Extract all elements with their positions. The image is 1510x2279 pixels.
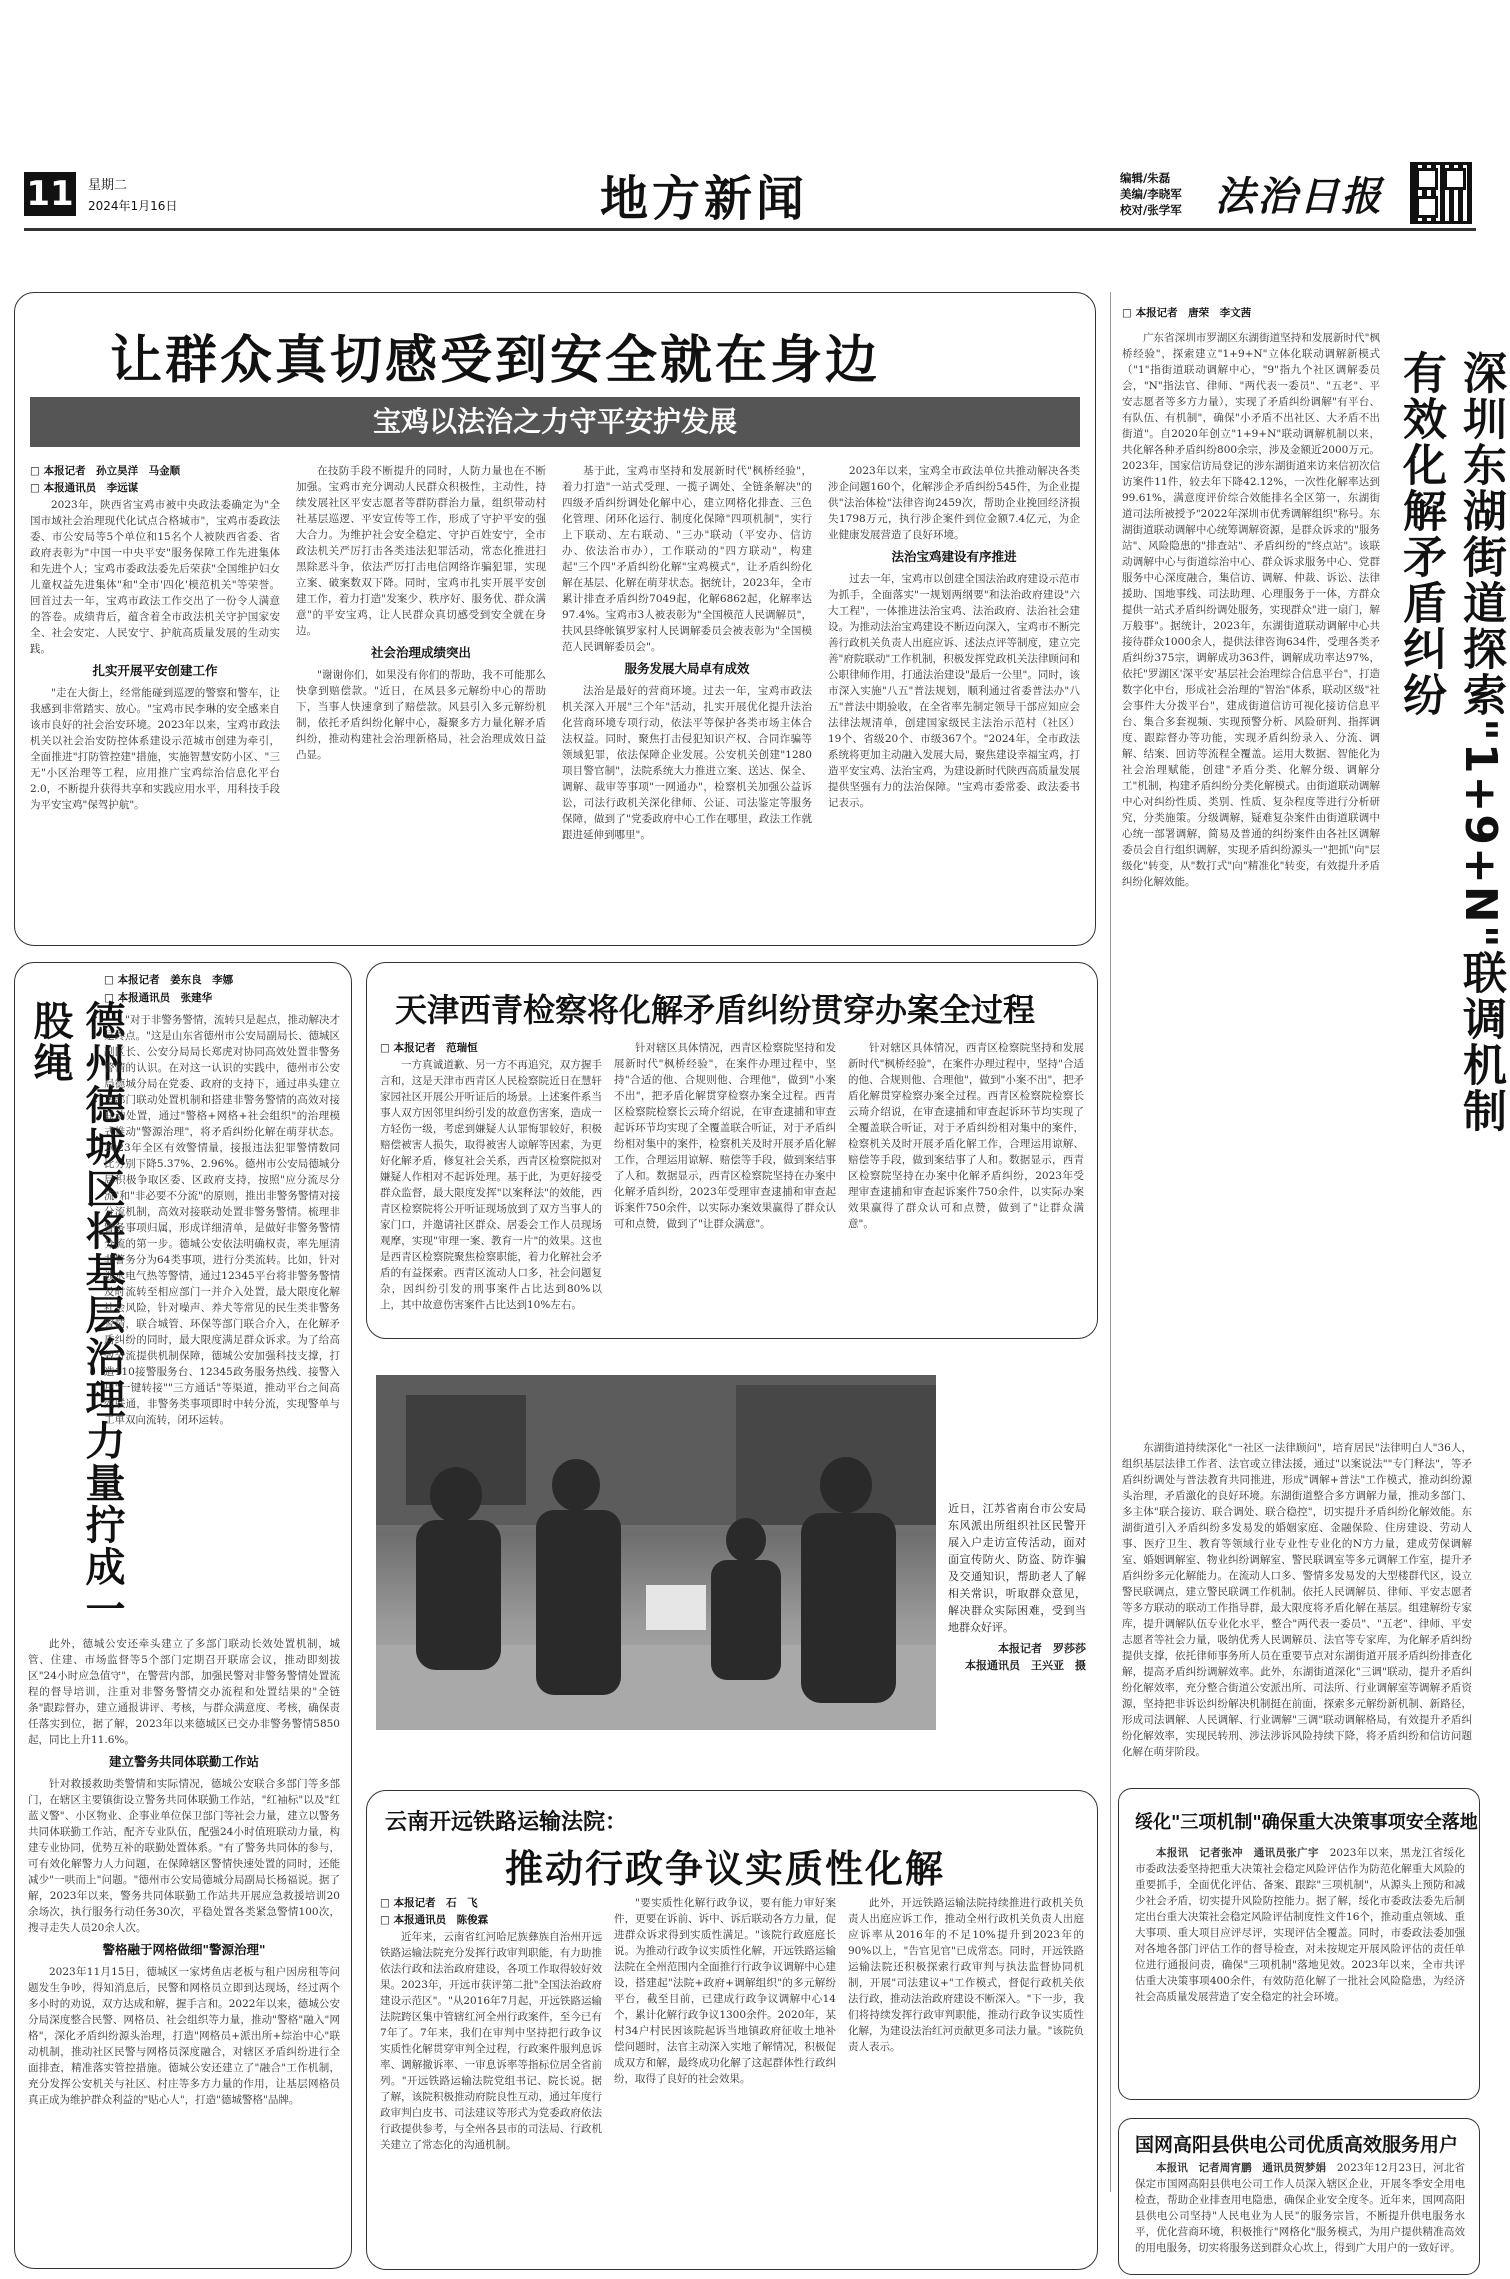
photo-scene	[376, 1375, 936, 1730]
subheading: 服务发展大局卓有成效	[624, 661, 750, 676]
paragraph: 法治是最好的营商环境。过去一年，宝鸡市政法机关深入开展"三个年"活动，扎实开展优化提升法治化营商环境专项行动，依法平等保护各类市场主体合法权益。同时，聚焦打击侵犯知识产权、合同诈骗等领域犯罪，依法保障企业发展。公安机关创建"1280项目警官制"，法院系统大力推进立案、送达、保全、调解、裁审等事项"一网通办"，检察机关加强公益诉讼，司法行政机关深化律师、公证、司法鉴定等服务保障，做到了"党委政府中心工作在哪里，政法工作就跟进延伸到哪里"。	[562, 685, 812, 841]
article-baoji-col2	[296, 463, 546, 938]
article-shenzhen-title: 深圳东湖街道探索"1+9+N"联调机制有效化解矛盾纠纷	[1395, 350, 1506, 1134]
body-text: 2023年以来，黑龙江省绥化市委政法委坚持把重大决策社会稳定风险评估作为防范化解重大风险的重要抓手，全面优化评估、备案、跟踪"三项机制"，从源头上预防和减少社会矛盾，切实提升风险防控能力。据了解，绥化市委政法委先后制定出台重大决策社会稳定风险评估制度性文件16个，推动重点领域、重大事项、重大项目应评尽评，实现评估全覆盖。同时，市委政法委加强对各地各部门评估工作的督导检查，对未按规定开展风险评估的责任单位进行通报问责，确保"三项机制"落地见效。2023年以来，全市共评估重大决策事项400余件，有效防范化解了一批社会风险隐患，为经济社会高质量发展营造了安全稳定的社会环境。	[1135, 1847, 1465, 2003]
paragraph: 近年来，云南省红河哈尼族彝族自治州开远铁路运输法院充分发挥行政审判职能，有力助推依法行政和法治政府建设，各项工作取得较好效果。2023年，开远市获评第二批"全国法治政府建设示范区"。"从2016年7月起，开远铁路运输法院跨区集中管辖红河全州行政案件，至今已有7年了。7年来，我们在审判中坚持把行政争议实质性化解贯穿审判全过程，行政案件服判息诉率、调解撤诉率、一审息诉率等指标位居全省前列。"开远铁路运输法院党组书记、院长说。据了解，该院积极推动府院良性互动，通过年度行政审判白皮书、司法建议等形式为党委政府依法行政提供参考，与全州各县市的司法局、行政机关建立了常态化的沟通机制。	[380, 1931, 602, 2151]
header-rule	[24, 228, 1476, 231]
article-tianjin-col3	[848, 1040, 1084, 1330]
photo-credit-correspondent: 本报通讯员 王兴亚 摄	[965, 1659, 1086, 1672]
paragraph: 2023年11月15日，德城区一家烤鱼店老板与租户因房租等问题发生争吵，得知消息后，民警和网格员立即到达现场，经过两个多小时的劝说，双方达成和解，握手言和。2022年以来，德城公安分局深度整合民警、网格员、社会组织等力量，推动"警格"融入"网格"，深化矛盾纠纷源头治理，打造"网格员+派出所+综治中心"联动机制，推动社区民警与网格员深度融合，对辖区矛盾纠纷进行全面排查，精准落实管控措施。德城公安还建立了"融合"工作机制，充分发挥公安机关与社区、村庄等多方力量的作用，让基层网格员真正成为维护群众利益的"贴心人"，打造"德城警格"品牌。	[28, 1966, 340, 2106]
article-gaoyang-title: 国网高阳县供电公司优质高效服务用户	[1135, 2134, 1459, 2156]
right-column-divider	[1110, 292, 1111, 2192]
paragraph: 此外，德城公安还牵头建立了多部门联动长效处置机制，城管、住建、市场监督等5个部门定期召开联席会议，推动即刻拔区"24小时应急值守"，在警营内部，加强民警对非警务警情处置流程的督导培训，注重对非警务警情交办流程和处置结果的"全链条"跟踪督办，建立通报讲评、考核，与群众满意度、考核，确保责任落实到位，据了解，2023年以来德城区已交办非警务警情5850起，同比上升11.6%。	[28, 1638, 340, 1746]
byline-correspondent: □ 本报通讯员 李远谋	[30, 482, 139, 494]
byline-reporter: □ 本报记者 姜东良 李娜	[104, 974, 234, 986]
article-tianjin-title: 天津西青检察将化解矛盾纠纷贯穿办案全过程	[395, 991, 1036, 1029]
paragraph: 2023年以来，宝鸡全市政法单位共推动解决各类涉企问题160个，化解涉企矛盾纠纷545件，为企业提供"法治体检"法律咨询2459次，帮助企业挽回经济损失1798万元，执行涉企案件到位金额7.4亿元，为企业健康发展营造了良好环境。	[828, 465, 1080, 541]
editor-name: 编辑/朱磊	[1120, 171, 1171, 185]
article-kaiyuan-title: 推动行政争议实质性化解	[505, 1847, 946, 1891]
dateline: 本报讯 记者张冲 通讯员张广宇	[1156, 1847, 1330, 1859]
designer-name: 美编/李晓军	[1120, 187, 1182, 201]
weekday: 星期二	[88, 178, 128, 193]
paragraph: 过去一年，宝鸡市以创建全国法治政府建设示范市为抓手，全面落实"一规划两纲要"和法治政府建设"六大工程"，一体推进法治宝鸡、法治政府、法治社会建设。为推动法治宝鸡建设不断迈向深入，宝鸡市不断完善行政机关负责人出庭应诉、述法点评等制度，建立完善"府院联动"工作机制，积极发挥党政机关法律顾问和公职律师作用，打通法治建设"最后一公里"。同时，该市深入实施"八五"普法规划，顺利通过省委普法办"八五"普法中期验收，在全省率先制定领导干部应知应会法律法规清单，创建国家级民主法治示范村（社区）19个、省级20个、市级367个。"2024年，全市政法系统将更加主动融入发展大局，聚焦建设幸福宝鸡，打造平安宝鸡、法治宝鸡，为建设新时代陕西高质量发展提供坚强有力的法治保障。"宝鸡市委常委、政法委书记表示。	[828, 573, 1080, 809]
paragraph: "走在大街上，经常能碰到巡逻的警察和警车，让我感到非常踏实、放心。"宝鸡市民李琳的安全感来自该市良好的社会治安环境。2023年以来，宝鸡市政法机关以社会治安防控体系建设示范城市创建为牵引，全面推进"打防管控建"措施，实施智慧安防小区、"三无"小区治理等工程，应用推广宝鸡综治信息化平台2.0，不断提升获得共享和实践应用水平，用科技手段为平安宝鸡"保驾护航"。	[30, 687, 280, 811]
paragraph: 东湖街道持续深化"一社区一法律顾问"，培育居民"法律明白人"36人，组织基层法律工作者、法官或立律法援，通过"以案说法""专门释法"，等矛盾纠纷调处与普法教育共同推进，形成"调解+普法"工作模式，推动纠纷源头治理，矛盾激化的良好环境。东湖街道整合多方调解力量，推动多部门、多主体"联合接访、联合调处、联合稳控"，切实提升矛盾纠纷化解效能。东湖街道引入矛盾纠纷多发易发的婚姻家庭、金融保险、住房建设、劳动人事、医疗卫生、教育等领域行业专业性专业化的N方力量，建成劳保调解室、婚姻调解室、物业纠纷调解室、警民联调室等多元调解工作室，提升矛盾纠纷多元化解能力。在流动人口多、警情多发易发的大型楼群代区，设立警民联调点，建立警民联调工作机制。依托人民调解员、律师、平安志愿者等多方联动的联动工作指导群，最大限度将矛盾化解在基层。组建解纷专家库，提升调解队伍专业化水平，整合"两代表一委员"、"五老"、律师、平安志愿者等社会力量，吸纳优秀人民调解员、法官等专家库，为化解矛盾纠纷提供支撑，依托律师事务所人员在重要节点对东湖街道开展矛盾纠纷排查化解，提高矛盾纠纷调解效率。此外，东湖街道深化"三调"联动，提升矛盾纠纷化解效率，充分整合街道公安派出所、司法所、行业调解室等调解矛盾资源，坚持把非诉讼纠纷解决机制挺在前面，探索多元解纷新机制、新路径，形成司法调解、人民调解、行业调解"三调"联动调解格局，有效提升矛盾纠纷化解效率，实现民转刑、涉法涉诉风险持续下降，将矛盾纠纷和信访问题化解在萌芽阶段。	[1122, 1442, 1472, 1758]
article-suihua-body	[1135, 1845, 1465, 2085]
article-dezhou-title: 德州德城区将基层治理力量拧成一股绳	[27, 1000, 125, 1630]
article-suihua-title: 绥化"三项机制"确保重大决策事项安全落地	[1135, 1812, 1478, 1833]
paragraph: 此外，开远铁路运输法院持续推进行政机关负责人出庭应诉工作，推动全州行政机关负责人出庭应诉率从2016年的不足10%提升到2023年的90%以上，"告官见官"已成常态。同时，开远铁路运输法院还积极探索行政审判与执法监督协同机制，开展"司法建议+"工作模式，督促行政机关依法行政，推动法治政府建设不断深入。"下一步，我们将持续发挥行政审判职能，推动行政争议实质性化解，为建设法治红河贡献更多司法力量。"该院负责人表示。	[848, 1897, 1084, 2053]
paragraph: 一方真诚道歉、另一方不再追究，双方握手言和，这是天津市西青区人民检察院近日在慧轩家园社区开展公开听证后的场景。上述案件系当事人双方因邻里纠纷引发的故意伤害案，造成一方轻伤一级，考虑到嫌疑人认罪悔罪较好，积极赔偿被害人损失，取得被害人谅解等因素，为更好化解矛盾，修复社会关系，西青区检察院拟对嫌疑人作相对不起诉处理。基于此，为更好接受群众监督，最大限度发挥"以案释法"的效能，西青区检察院将公开听证现场放到了双方当事人的家门口，并邀请社区群众、居委会工作人员现场观摩，实现"审理一案、教育一片"的效果。这也是西青区检察院聚焦检察职能，着力化解社会矛盾的有益探索。西青区流动人口多，社会问题复杂，因纠纷引发的刑事案件占比达到80%以上，其中故意伤害案件占比达到10%左右。	[380, 1059, 602, 1311]
paragraph: 针对辖区具体情况，西青区检察院坚持和发展新时代"枫桥经验"，在案件办理过程中，坚持"合适的他、合规则他、合理他"，做到"小案不出"，把矛盾化解贯穿检察办案全过程。西青区检察院检察长云琦介绍说，在审查逮捕和审查起诉环节均实现了全覆盖联合听证，对于矛盾纠纷相对集中的案件，检察机关及时开展矛盾化解工作，合理运用谅解、赔偿等手段，做到案结事了人和。数据显示，西青区检察院坚持在办案中化解矛盾纠纷，2023年受理审查逮捕和审查起诉案件750余件，以实际办案效果赢得了群众认可和点赞，做到了"让群众满意"。	[614, 1042, 836, 1230]
byline-correspondent: □ 本报通讯员 陈俊霖	[380, 1914, 489, 1926]
article-gaoyang-body	[1135, 2160, 1465, 2270]
article-shenzhen-byline: □ 本报记者 唐荣 李文茜	[1122, 307, 1252, 319]
paragraph: "谢谢你们，如果没有你们的帮助，我不可能那么快拿到赔偿款。"近日，在凤县多元解纷中心的帮助下，当事人快速拿到了赔偿款。风县引入多元解纷机制，依托矛盾纠纷化解中心，凝聚多方力量化解矛盾纠纷，推动构建社会治理新格局，社会治理成效日益凸显。	[296, 669, 546, 761]
page-number-box: 11	[24, 172, 76, 216]
article-kaiyuan-kicker: 云南开远铁路运输法院：	[385, 1810, 628, 1835]
article-dezhou-col-top	[104, 1012, 340, 1632]
paragraph: "要实质性化解行政争议，要有能力审好案件，更要在诉前、诉中、诉后联动各方力量，促进群众诉求得到实质性满足。"该院行政庭庭长说。为推动行政争议实质性化解，开远铁路运输法院在全州范围内全面推行行政争议调解中心建设，搭建起"法院+政府+调解组织"的多元解纷平台，截至目前，已建成行政争议调解中心14个，累计化解行政争议1300余件。2020年，某村34户村民因该院起诉当地镇政府征收土地补偿问题时，法官主动深入实地了解情况，积极促成双方和解，最终成功化解了这起群体性行政纠纷，取得了良好的社会效果。	[614, 1897, 836, 2085]
article-tianjin-col1	[380, 1040, 602, 1330]
masthead-logo: 法治日报	[1215, 173, 1383, 220]
article-kaiyuan-col1	[380, 1895, 602, 2260]
article-shenzhen-col-bottom	[1122, 1440, 1472, 1770]
article-baoji-subtitle: 宝鸡以法治之力守平安护发展	[30, 397, 1080, 447]
article-kaiyuan-col3	[848, 1895, 1084, 2260]
paragraph: 在技防手段不断提升的同时，人防力量也在不断加强。宝鸡市充分调动人民群众积极性，主动性，持续发展社区平安志愿者等群防群治力量，组织带动村社基层巡逻、平安宣传等工作，形成了守护平安的强大合力。为维护社会安全稳定、守护百姓安宁，全市政法机关严厉打击各类违法犯罪活动，常态化推进扫黑除恶斗争，依法严厉打击电信网络诈骗犯罪，实现立案、破案数双下降。同时，宝鸡市扎实开展平安创建工作，着力打造"发案少、秩序好、服务优、群众满意"的平安宝鸡，让人民群众真切感受到安全就在身边。	[296, 465, 546, 637]
subheading: 建立警务共同体联勤工作站	[108, 1754, 259, 1769]
article-dezhou-col-bottom	[28, 1636, 340, 2256]
article-shenzhen-col-top	[1122, 330, 1380, 1440]
paragraph: 针对救援救助类警情和实际情况，德城公安联合多部门等多部门，在辖区主要镇街设立警务共同体联勤工作站，"红袖标"以及"红蓝义警"、小区物业、企事业单位保卫部门等社会力量，建立以警务共同体联勤工作站，配齐专业队伍，配强24小时值班联动力量，构建专业协同，优势互补的联勤处置体系。"有了警务共同体的参与，可有效化解警力人力问题，在保障辖区警情快速处置的同时，还能减少"一哄而上"问题。"德州市公安局德城分局副局长杨福说。据了解，2023年以来，警务共同体联勤工作站共开展应急救援培训20余场次，执行服务行动任务30次，平稳处置各类紧急警情100次，搜寻走失人员20余人次。	[28, 1778, 340, 1934]
article-baoji-col4	[828, 463, 1080, 938]
dateline: 本报讯 记者周宵鹏 通讯员贺梦娟	[1156, 2162, 1337, 2174]
proofreader-name: 校对/张学军	[1120, 203, 1182, 217]
subheading: 法治宝鸡建设有序推进	[891, 549, 1017, 564]
article-tianjin-col2	[614, 1040, 836, 1330]
body-text: 2023年12月23日，河北省保定市国网高阳县供电公司工作人员深入辖区企业，开展冬季安全用电检查，帮助企业排查用电隐患，确保企业安全度冬。近年来，国网高阳县供电公司坚持"人民电业为人民"的服务宗旨，不断提升供电服务水平，优化营商环境，积极推行"网格化"服务模式，为用户提供精准高效的用电服务，切实将服务送到群众心坎上，得到广大用户的一致好评。	[1135, 2162, 1465, 2254]
news-photo	[376, 1375, 936, 1730]
subheading: 警格融于网格做细"警源治理"	[102, 1942, 266, 1957]
paragraph: 基于此，宝鸡市坚持和发展新时代"枫桥经验"，着力打造"一站式受理、一揽子调处、全链条解决"的四级矛盾纠纷调处化解中心，建立网格化排查、三色化管理、闭环化运行、制度化保障"四项机制"，实行上下联动、左右联动、"三办"联动（平安办、信访办、依法治市办），工作联动的"四方联动"，构建起"三个四"矛盾纠纷化解"宝鸡模式"，让矛盾纠纷化解在基层、化解在萌芽状态。据统计，2023年，全市累计排查矛盾纠纷7049起，化解6862起，化解率达97.4%。宝鸡市3人被表彰为"全国模范人民调解员"，扶风县绛帐镇罗家村人民调解委员会被表彰为"全国模范人民调解委员会"。	[562, 465, 812, 653]
paragraph: 针对辖区具体情况，西青区检察院坚持和发展新时代"枫桥经验"，在案件办理过程中，坚持"合适的他、合规则他、合理他"，做到"小案不出"，把矛盾化解贯穿检察办案全过程。西青区检察院检察长云琦介绍说，在审查逮捕和审查起诉环节均实现了全覆盖联合听证，对于矛盾纠纷相对集中的案件，检察机关及时开展矛盾化解工作，合理运用谅解、赔偿等手段，做到案结事了人和。数据显示，西青区检察院坚持在办案中化解矛盾纠纷，2023年受理审查逮捕和审查起诉案件750余件，以实际办案效果赢得了群众认可和点赞，做到了"让群众满意"。	[848, 1042, 1084, 1230]
section-title: 地方新闻	[600, 171, 809, 227]
paragraph: 2023年，陕西省宝鸡市被中央政法委确定为"全国市域社会治理现代化试点合格城市"，宝鸡市委政法委、市公安局等5个单位和15名个人被陕西省委、省政府表彰为"中国一中央平安"服务保障工作先进集体和先进个人；宝鸡市委政法委先后荣获"全国维护妇女儿童权益先进集体"和"全市'四化'模范机关"等荣誉。回首过去一年，宝鸡市政法工作交出了一份令人满意的答卷。成绩背后，蕴含着全市政法机关守护国家安全、社会安定、人民安宁、护航高质量发展的生动实践。	[30, 499, 280, 655]
byline-correspondent: □ 本报通讯员 张建华	[104, 992, 213, 1004]
article-baoji-col1	[30, 463, 280, 938]
article-baoji-col3	[562, 463, 812, 938]
paragraph	[1135, 1845, 1465, 2005]
qr-code-icon	[1410, 162, 1472, 224]
byline-reporter: □ 本报记者 孙立昊洋 马金顺	[30, 465, 181, 477]
photo-caption	[948, 1500, 1086, 1674]
caption-text: 近日，江苏省南台市公安局东风派出所组织社区民警开展入户走访宣传活动，面对面宣传防火、防盗、防诈骗及交通知识，帮助老人了解相关常识，听取群众意见，解决群众实际困难，受到当地群众好评。	[948, 1502, 1086, 1634]
article-baoji-title: 让群众真切感受到安全就在身边	[110, 331, 881, 391]
paragraph: "对于非警务警情，流转只是起点，推动解决才是终点。"这是山东省德州市公安局副局长、德城区副区长、公安分局局长郑虎对协同高效处置非警务警情的认识。在对这一认识的实践中，德州市公安局德城分局在党委、政府的支持下，通过串头建立多部门联动处置机制和搭建非警务警情的高效对接联动处置，通过"警格+网格+社会组织"的治理模式推动"警源治理"，将矛盾纠纷化解在萌芽状态。2023年全区有效警情量，接报违法犯罪警情数同比分别下降5.37%、2.96%。德州市公安局德城分局积极争取区委、区政府支持，按照"应分流尽分流"和"非必要不分流"的原则，推出非警务警情对接分流机制，高效对接联动处置非警务警情。梳理非警务事项归属，形成详细清单，是做好非警务警情分流的第一步。德城公安依法明确权责，率先厘清非警务分为64类事项，进行分类流转。比如，针对涉水电气热等警情，通过12345平台将非警务警情及时流转至相应部门一并介入处置，最大限度化解社会风险，针对噪声、养犬等常见的民生类非警务警情，联合城管、环保等部门联合介入，在化解矛盾纠纷的同时，最大限度满足群众诉求。为了给高效分流提供机制保障，德城公安加强科技支撑，打造110接警服务台、12345政务服务热线、接警入户"一键转接""三方通话"等渠道，推动平台之间高效联通，非警务类事项即时中转分流，实现警单与工单双向流转，闭环运转。	[104, 1014, 340, 1426]
byline-reporter: □ 本报记者 石 飞	[380, 1897, 478, 1909]
subheading: 扎实开展平安创建工作	[92, 663, 218, 678]
article-kaiyuan-col2	[614, 1895, 836, 2260]
issue-date: 2024年1月16日	[88, 199, 178, 213]
byline-reporter: □ 本报记者 范瑞恒	[380, 1042, 478, 1054]
photo-credit-reporter: 本报记者 罗莎莎	[998, 1642, 1086, 1655]
subheading: 社会治理成绩突出	[370, 645, 471, 660]
paragraph: 广东省深圳市罗湖区东湖街道坚持和发展新时代"枫桥经验"，探索建立"1+9+N"立体化联动调解新模式（"1"指街道联动调解中心，"9"指九个社区调解委员会，"N"指法官、律师、"两代表一委员"、"五老"、平安志愿者等多方力量），实现了矛盾纠纷调解"有平台、有队伍、有机制"，确保"小矛盾不出社区、大矛盾不出街道"。自2020年创立"1+9+N"联动调解机制以来，共化解各种矛盾纠纷800余宗，涉及金额近2000万元。2023年，国家信访局登记的涉东湖街道来访来信初次信访案件11件，较去年下降42.12%，一次性化解率达到99.61%，满意度评价综合效能排名全区第一，东湖街道司法所被授予"2022年深圳市优秀调解组织"称号。东湖街道联动调解中心统筹调解资源，是群众诉求的"服务站"、风险隐患的"排查站"、矛盾纠纷的"终点站"。该联动调解中心与街道综治中心、群众诉求服务中心、党群服务中心深度融合，集信访、调解、仲裁、诉讼、法律援助、国地事线、司法助理、心理服务于一体，方群众提供一站式矛盾纠纷调处服务，实现群众"进一扇门，解万般事"。据统计，2023年，东湖街道联动调解中心共接待群众1000余人，提供法律咨询634件，受理各类矛盾纠纷375宗，调解成功363件，调解成功率达97%，依托"罗湖区'深平安'基层社会治理综合信息平台"，打造数字化中台，形成社会治理的"智治"体系，联动区级"社会事件大分拨平台"，建成街道信访可视化接访信息平台、集合多套视频、实现预警分析、风险研判、指挥调度、跟踪督办等功能，实现矛盾纠纷录入、分流、调解、结案、回访等流程全覆盖。运用大数据、智能化为社会治理赋能，创建"矛盾分类、化解分级、调解分工"机制，构建矛盾纠纷分类化解模式。由街道联动调解中心对纠纷性质、类别、性质、复杂程度等进行分析研究，分类施策。分级调解，疑难复杂案件由街道联调中心统一部署调解，简易及普通的纠纷案件由各社区调解委员会自行组织调解，实现矛盾纠纷源头一"把抓"向"层级化"转变，从"数打式"向"精准化"转变，有效提升矛盾纠纷化解效能。	[1122, 332, 1380, 888]
editor-credits	[1120, 170, 1182, 218]
paragraph	[1135, 2160, 1465, 2256]
